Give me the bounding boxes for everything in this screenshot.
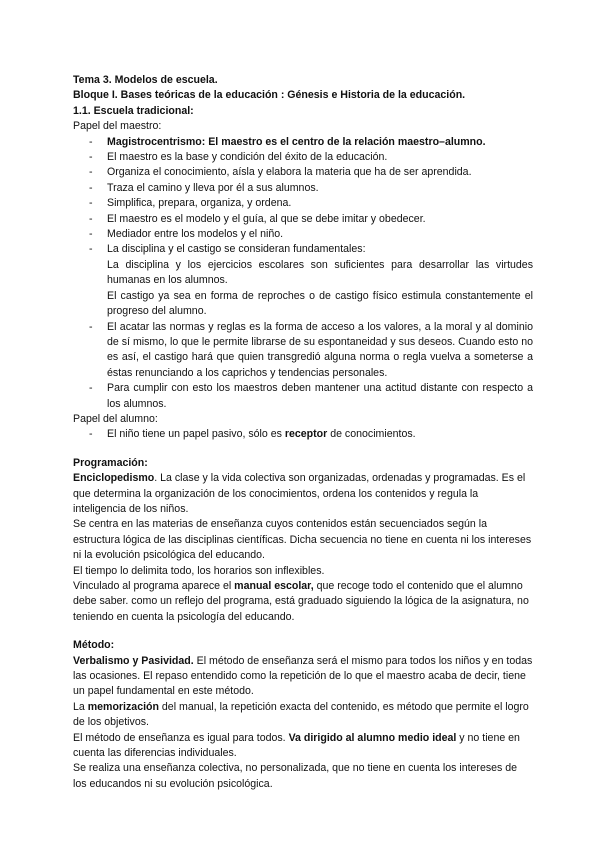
bullet-dash: - (89, 320, 93, 333)
list-item: - Magistrocentrismo: El maestro es el centro de la relación maestro–alumno. (73, 135, 533, 150)
bullet-dash: - (89, 166, 93, 179)
doc-title-topic: Tema 3. Modelos de escuela. (73, 74, 218, 86)
list-item-subtext: La disciplina y los ejercicios escolares son suficientes para desarrollar las virtudes humanas en los alumnos. (107, 258, 533, 287)
section-spacer (73, 443, 533, 456)
paragraph: Vinculado al programa aparece el manual escolar, que recoge todo el contenido que el alumno debe saber. como un reflejo del programa, está graduado siguiendo la lógica de la asignatura, no teniendo en cuenta la psicología del educando. (73, 580, 529, 623)
doc-title-section: 1.1. Escuela tradicional: (73, 104, 194, 117)
paragraph: Verbalismo y Pasividad. El método de enseñanza será el mismo para todos los niños y en todas las ocasiones. El repaso entendido como la repetición de lo que el maestro acaba de decir, tiene un papel fundamental en este método. (73, 654, 533, 698)
paragraph: El método de enseñanza es igual para todos. Va dirigido al alumno medio ideal y no tiene en cuenta las diferencias individuales. (73, 731, 520, 760)
method-heading: Método: (73, 639, 115, 652)
bullet-dash: - (89, 197, 93, 210)
list-item-subtext: El castigo ya sea en forma de reproches o de castigo físico estimula constantemente el progreso del alumno. (107, 289, 533, 318)
bullet-dash: - (89, 243, 93, 256)
list-item: - Mediador entre los modelos y el niño. (73, 227, 533, 242)
paragraph: Se realiza una enseñanza colectiva, no personalizada, que no tiene en cuenta los intereses de los educandos ni su evolución psicológica. (73, 762, 518, 790)
paragraph: Enciclopedismo. La clase y la vida colectiva son organizadas, ordenadas y programadas. Es el que determina la organización de los conocimientos, ordena los contenidos y regula la inteligencia de los niños. (73, 472, 526, 515)
paragraph: La memorización del manual, la repetición exacta del contenido, es método que permite el logro de los objetivos. (73, 700, 529, 729)
document-body (73, 73, 533, 792)
bullet-dash: - (89, 382, 93, 395)
list-item: - Para cumplir con esto los maestros deben mantener una actitud distante con respecto a los alumnos. (89, 382, 533, 410)
bullet-dash: - (89, 228, 93, 241)
list-item: - Traza el camino y lleva por él a sus alumnos. (73, 181, 533, 196)
list-item: - Simplifica, prepara, organiza, y ordena. (73, 196, 533, 211)
paragraph: Se centra en las materias de enseñanza cuyos contenidos están secuenciados según la estructura lógica de las disciplinas científicas. Dicha secuencia no tiene en cuenta ni los intereses ni la evolución psicológica del educando. (73, 518, 532, 562)
section-spacer (73, 625, 533, 638)
student-role-label: Papel del alumno: (73, 412, 158, 425)
list-item (73, 242, 533, 319)
teacher-role-label: Papel del maestro: (73, 120, 162, 133)
list-item: - El maestro es el modelo y el guía, al que se debe imitar y obedecer. (73, 212, 533, 227)
list-item-text: La disciplina y el castigo se consideran fundamentales: (107, 243, 366, 256)
bullet-dash: - (89, 151, 93, 164)
list-item: - El acatar las normas y reglas es la forma de acceso a los valores, a la moral y al dominio de sí mismo, lo que le permite librarse de su espontaneidad y sus deseos. Cuando esto no es así, el castigo hará que quien transgredió alguna norma o regla vuelva a someterse a éstas renunciando a los caprichos y tendencias personales. (89, 320, 533, 379)
list-item: - Organiza el conocimiento, aísla y elabora la materia que ha de ser aprendida. (73, 165, 533, 180)
list-item: - El maestro es la base y condición del éxito de la educación. (73, 150, 533, 165)
bullet-dash: - (89, 212, 93, 225)
bullet-dash: - (89, 428, 93, 441)
doc-title-block: Bloque I. Bases teóricas de la educación : Génesis e Historia de la educación. (73, 89, 466, 102)
paragraph: El tiempo lo delimita todo, los horarios son inflexibles. (73, 564, 325, 577)
bullet-dash: - (89, 181, 93, 194)
list-item: - El niño tiene un papel pasivo, sólo es receptor de conocimientos. (73, 427, 533, 442)
bullet-dash: - (89, 135, 93, 148)
programming-heading: Programación: (73, 456, 148, 469)
